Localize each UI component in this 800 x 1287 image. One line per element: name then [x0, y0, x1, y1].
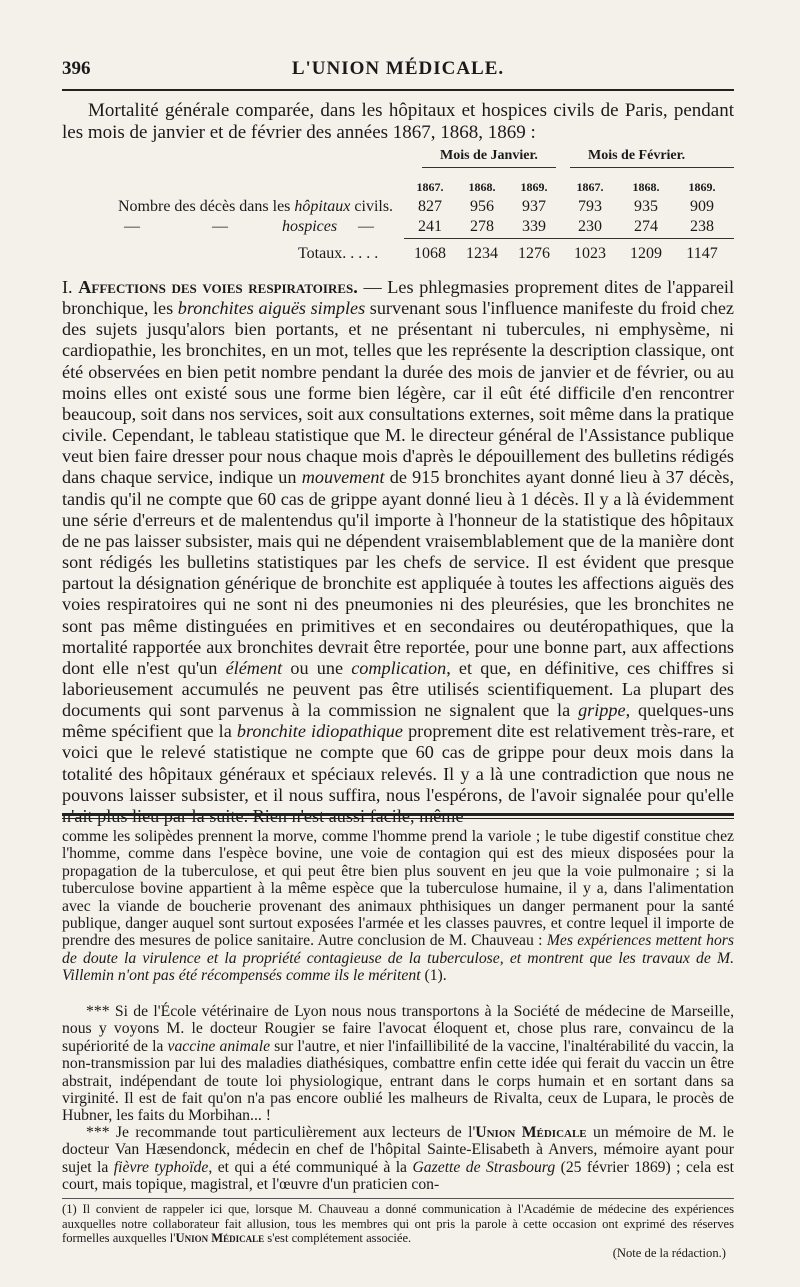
feuilleton-paragraph: *** Si de l'École vétérinaire de Lyon nous nous transportons à la Société de médecine de Marseille, nous y voyons M. le docteur Rougier se faire l'avocat éloquent et, chose plus rare, convaincu de la supériorité de la vaccine animale sur l'autre, et nier l'infaillibilité de la vaccine, l'inaltérabilité du vaccin, la non-transmission par lui des maladies diathésiques, combattre enfin cette idée qui ferait du vaccin un être abstrait, indépendant de toute loi physiologique, entrant dans le corps humain et en sortant dans sa virginité. Il est de fait qu'on n'a pas encore oublié les malheurs de Rivalta, ceux de Lupara, le procès de Hubner, les faits du Morbihan... ! [62, 1003, 734, 1125]
row-label-dash: — [212, 218, 228, 235]
table-cell: 1147 [686, 245, 718, 262]
table-cell: 793 [578, 198, 602, 215]
year-header: 1868. [468, 180, 496, 194]
row-label-dash: — [124, 218, 140, 235]
page-number: 396 [62, 58, 91, 79]
year-header: 1869. [520, 180, 548, 194]
table-cell: 1209 [630, 245, 662, 262]
month-header-february: Mois de Février. [588, 148, 686, 163]
table-cell: 274 [634, 218, 658, 235]
row-label-hopitaux: Nombre des décès dans les hôpitaux civils. [118, 198, 394, 215]
feuilleton-separator [62, 818, 734, 819]
footnote-rule [62, 1198, 734, 1199]
feuilleton-paragraph: *** Je recommande tout particulièrement aux lecteurs de l'Union Médicale un mémoire de M. le docteur Van Hæsendonck, médecin en chef de l'hôpital Sainte-Elisabeth à Anvers, mémoire ayant pour sujet la fièvre typhoïde, et qui a été communiqué à la Gazette de Strasbourg (25 février 1869) ; cela est court, mais topique, magistral, et l'œuvre d'un praticien con- [62, 1124, 735, 1194]
month-header-january: Mois de Janvier. [440, 148, 538, 163]
row-label-dash: — [358, 218, 374, 235]
section-heading: Affections des voies respiratoires. [78, 277, 358, 297]
table-cell: 230 [578, 218, 602, 235]
table-cell: 339 [522, 218, 546, 235]
table-cell: 238 [690, 218, 714, 235]
mortality-table [62, 148, 734, 270]
table-cell: 1276 [518, 245, 550, 262]
table-cell: 1023 [574, 245, 606, 262]
table-cell: 937 [522, 198, 546, 215]
table-cell: 278 [470, 218, 494, 235]
totals-label: Totaux. . . . . [298, 245, 379, 262]
feuilleton-paragraph: comme les solipèdes prennent la morve, comme l'homme prend la variole ; le tube digestif constitue chez l'homme, comme dans l'espèce bovine, une voie de contagion qui est des mieux disposées pour la propagation de la tuberculose, et qui peut être bien plus souvent en jeu que la voie pulmonaire ; si la tuberculose bovine appartient à la même espèce que la tuberculose humaine, il y a, dans l'alimentation avec la viande de boucherie provenant des animaux phthisiques un danger permanent pour la santé publique, danger auquel sont surtout exposées l'armée et les classes pauvres, et contre lequel il importe de prendre des mesures de police sanitaire. Autre conclusion de M. Chauveau : Mes expériences mettent hors de doute la virulence et la propriété contagieuse de la tuberculose, et montrent que les travaux de M. Villemin n'ont pas été récompensés comme ils le méritent (1). [62, 828, 735, 985]
table-cell: 909 [690, 198, 714, 215]
table-cell: 1234 [466, 245, 498, 262]
page-header [62, 58, 734, 86]
row-label-hospices: hospices [282, 218, 338, 235]
footnote: (1) Il convient de rappeler ici que, lorsque M. Chauveau a donné communication à l'Académie de médecine des expériences auxquelles notre collaborateur fait allusion, tous les membres qui ont pris la parole à cette occasion ont exprimé des réserves formelles auxquelles l'Union Médicale s'est complétement associée. (Note de la rédaction.) [62, 1202, 734, 1260]
year-header: 1867. [416, 180, 444, 194]
table-intro: Mortalité générale comparée, dans les hôpitaux et hospices civils de Paris, pendant les mois de janvier et de février des années 1867, 1868, 1869 : [62, 100, 734, 143]
footnote-source: (Note de la rédaction.) [612, 1245, 726, 1260]
table-cell: 1068 [414, 245, 446, 262]
february-rule [570, 167, 734, 168]
totals-rule [404, 238, 734, 239]
header-rule [62, 89, 734, 91]
year-header: 1868. [632, 180, 660, 194]
table-cell: 956 [470, 198, 494, 215]
section-respiratory: I. Affections des voies respiratoires. — Les phlegmasies proprement dites de l'appareil bronchique, les bronchites aiguës simples survenant sous l'influence manifeste du froid chez des sujets jusqu'alors bien portants, et ne présentant ni tubercules, ni emphysème, ni cardiopathie, les bronchites, en un mot, telles que les représente la description classique, ont été observées en bien petit nombre pendant la durée des mois de janvier et de février, ou au moins elles ont existé sous une forme bien légère, car il eût été difficile d'en rencontrer beaucoup, soit dans nos services, soit aux consultations externes, soit même dans la pratique civile. Cependant, le tableau statistique que M. le directeur général de l'Assistance publique veut bien faire dresser pour nous chaque mois d'après le dépouillement des bulletins rédigés dans chaque service, indique un mouvement de 915 bronchites ayant donné lieu à 37 décès, tandis qu'il ne compte que 60 cas de grippe ayant donné lieu à 1 décès. Il y a là évidemment une série d'erreurs et de malentendus qu'il importe à l'honneur de la statistique des hôpitaux de ne pas laisser subsister, mais qui ne dépendent vraisemblablement que de la manière dont sont rédigés les bulletins statistiques par les chefs de service. Il est évident que presque partout la désignation générique de bronchite est appliquée à toutes les affections aiguës des voies respiratoires qui ne sont ni des pneumonies ni des pleurésies, que les bronchites ne sont pas même distinguées en primitives et en secondaires ou deutéropathiques, que la mortalité rapportée aux bronchites devrait être reportée, pour une bonne part, aux affections dont elle n'est qu'un élément ou une complication, et que, en définitive, ces chiffres si laborieusement accumulés ne peuvent pas être utilisés scientifiquement. La plupart des documents qui sont parvenus à la commission ne signalent que la grippe, quelques-uns même spécifient que la bronchite idiopathique proprement dite est relativement très-rare, et voici que le relevé statistique ne compte que 60 cas de grippe pour deux mois dans la totalité des hôpitaux généraux et spéciaux relevés. Il y a là une contradiction que nous ne pouvons laisser subsister, et il nous suffira, nous l'espérons, de l'avoir signalée pour qu'elle n'ait plus lieu par la suite. Rien n'est aussi facile, même [62, 277, 735, 826]
table-cell: 241 [418, 218, 442, 235]
feuilleton-separator [62, 813, 734, 816]
year-header: 1867. [576, 180, 604, 194]
year-header: 1869. [688, 180, 716, 194]
table-cell: 935 [634, 198, 658, 215]
table-cell: 827 [418, 198, 442, 215]
running-title: L'UNION MÉDICALE. [291, 58, 505, 79]
january-rule [422, 167, 556, 168]
